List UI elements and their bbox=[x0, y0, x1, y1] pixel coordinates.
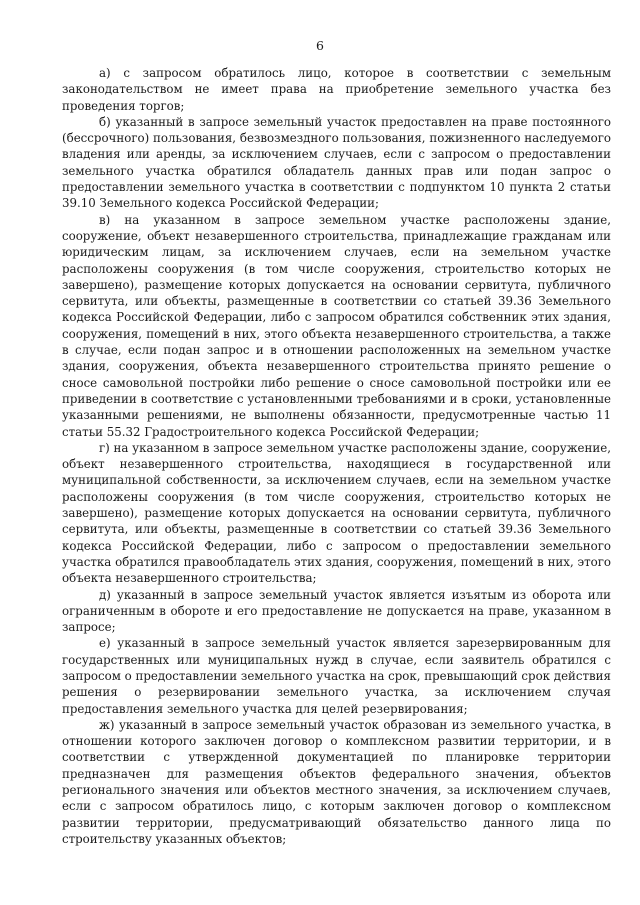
paragraph-g: г) на указанном в запросе земельном участке расположены здание, сооружение, объект незавершенного строительства, находящиеся в государственной или муниципальной собственности, за исключением случаев, если на земельном участке расположены сооружения (в том числе сооружения, строительство которых не завершено), размещение которых допускается на основании сервитута, публичного сервитута, или объекты, размещенные в соответствии со статьей 39.36 Земельного кодекса Российской Федерации, либо с запросом о предоставлении земельного участка обратился правообладатель этих здания, сооружения, помещений в них, этого объекта незавершенного строительства; bbox=[62, 440, 611, 586]
page-number: 6 bbox=[316, 38, 324, 53]
paragraph-a: а) с запросом обратилось лицо, которое в соответствии с земельным законодательством не имеет права на приобретение земельного участка без проведения торгов; bbox=[62, 66, 611, 113]
paragraph-v: в) на указанном в запросе земельном участке расположены здание, сооружение, объект незавершенного строительства, принадлежащие гражданам или юридическим лицам, за исключением случаев, если на земельном участке расположены сооружения (в том числе сооружения, строительство которых не завершено), размещение которых допускается на основании сервитута, публичного сервитута, или объекты, размещенные в соответствии со статьей 39.36 Земельного кодекса Российской Федерации, либо с запросом обратился собственник этих здания, сооружения, помещений в них, этого объекта незавершенного строительства, а также в случае, если подан запрос и в отношении расположенных на земельном участке здания, сооружения, объекта незавершенного строительства принято решение о сносе самовольной постройки либо решение о сносе самовольной постройки или ее приведении в соответствие с установленными требованиями и в сроки, установленные указанными решениями, не выполнены обязанности, предусмотренные частью 11 статьи 55.32 Градостроительного кодекса Российской Федерации; bbox=[62, 212, 611, 439]
paragraph-e: е) указанный в запросе земельный участок является зарезервированным для государственных или муниципальных нужд в случае, если заявитель обратился с запросом о предоставлении земельного участка на срок, превышающий срок действия решения о резервировании земельного участка, за исключением случая предоставления земельного участка для целей резервирования; bbox=[62, 636, 611, 716]
document-body bbox=[62, 65, 611, 847]
paragraph-zh: ж) указанный в запросе земельный участок образован из земельного участка, в отношении которого заключен договор о комплексном развитии территории, и в соответствии с утвержденной документацией по планировке территории предназначен для размещения объектов федерального значения, объектов регионального значения или объектов местного значения, за исключением случаев, если с запросом обратилось лицо, с которым заключен договор о комплексном развитии территории, предусматривающий обязательство данного лица по строительству указанных объектов; bbox=[62, 717, 611, 846]
paragraph-d: д) указанный в запросе земельный участок является изъятым из оборота или ограниченным в обороте и его предоставление не допускается на праве, указанном в запросе; bbox=[62, 587, 611, 635]
paragraph-b: б) указанный в запросе земельный участок предоставлен на праве постоянного (бессрочного) пользования, безвозмездного пользования, пожизненного наследуемого владения или аренды, за исключением случаев, если с запросом о предоставлении земельного участка обратился обладатель данных прав или подан запрос о предоставлении земельного участка в соответствии с подпунктом 10 пункта 2 статьи 39.10 Земельного кодекса Российской Федерации; bbox=[62, 114, 611, 211]
